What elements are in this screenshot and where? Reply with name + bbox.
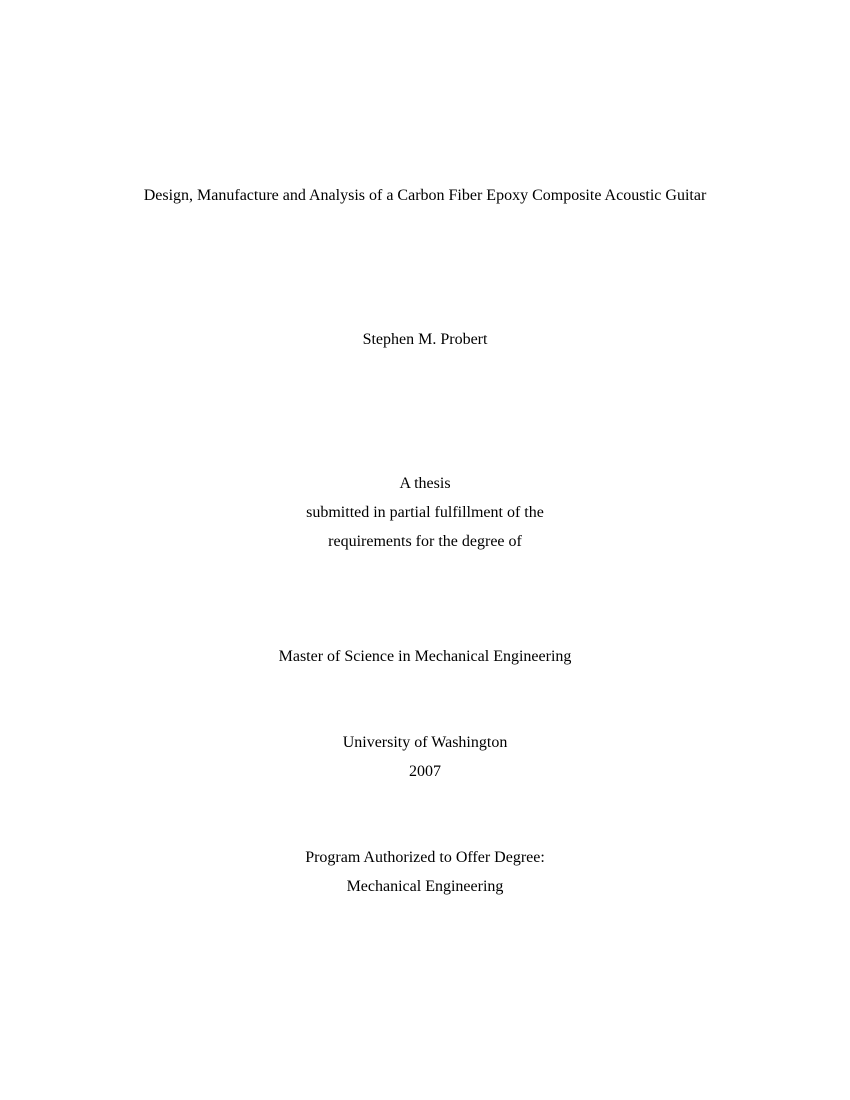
- author-name: Stephen M. Probert: [362, 331, 488, 348]
- degree-name: Master of Science in Mechanical Engineering: [278, 648, 572, 665]
- thesis-statement-line: submitted in partial fulfillment of the: [306, 504, 544, 521]
- thesis-statement-line: requirements for the degree of: [328, 533, 522, 550]
- program-name: Mechanical Engineering: [346, 878, 504, 895]
- thesis-title: Design, Manufacture and Analysis of a Carbon Fiber Epoxy Composite Acoustic Guitar: [143, 187, 707, 204]
- thesis-statement-line: A thesis: [399, 475, 451, 492]
- year: 2007: [409, 763, 441, 780]
- program-label: Program Authorized to Offer Degree:: [305, 849, 545, 866]
- institution-name: University of Washington: [342, 734, 508, 751]
